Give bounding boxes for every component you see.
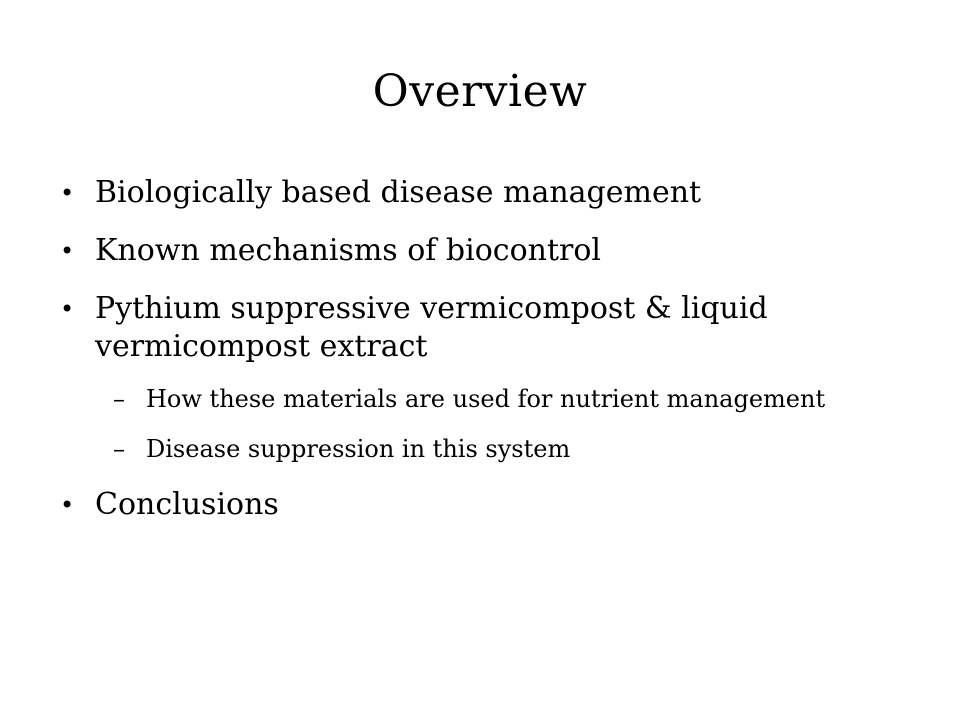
bullet-text: Pythium suppressive vermicompost & liquid vermicompost extract: [95, 291, 768, 364]
bullet-dot-icon: •: [60, 295, 75, 323]
bullet-dot-icon: •: [60, 179, 75, 207]
bullet-list: [60, 174, 920, 544]
dash-icon: –: [113, 385, 125, 413]
dash-icon: –: [113, 435, 125, 463]
bullet-dot-icon: •: [60, 237, 75, 265]
bullet-text: Conclusions: [95, 487, 279, 522]
bullet-item: [60, 290, 920, 466]
sub-bullet-text: Disease suppression in this system: [146, 435, 571, 463]
bullet-dot-icon: •: [60, 491, 75, 519]
sub-bullet-list: [95, 382, 920, 466]
bullet-item: [60, 232, 920, 270]
bullet-text: Known mechanisms of biocontrol: [95, 233, 602, 268]
bullet-text: Biologically based disease management: [95, 175, 702, 210]
sub-bullet-item: [104, 432, 920, 466]
sub-bullet-text: How these materials are used for nutrient management: [146, 385, 826, 413]
sub-bullet-item: [104, 382, 920, 416]
slide-title: Overview: [372, 66, 588, 117]
bullet-item: [60, 486, 920, 524]
bullet-item: [60, 174, 920, 212]
